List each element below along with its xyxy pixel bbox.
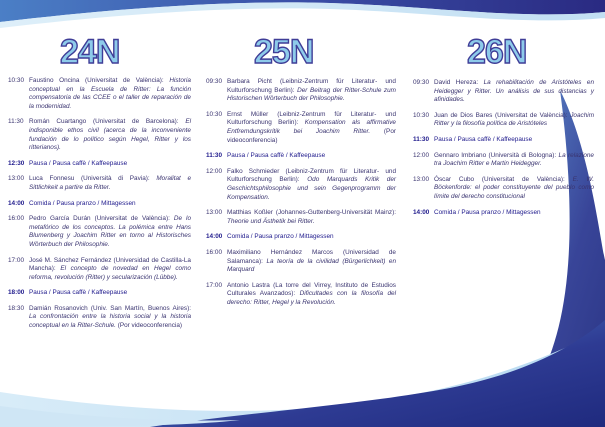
entry-title: De lo metafórico de los conceptos. La polémica entre Hans Blumenberg y Joachim Ritter en torno al Historisches Wörterbuch der Philosophie. [29,215,191,248]
entry-title: El indisponible ethos civil (acerca de la inconveniente fundación de lo político según Hegel, Ritter y los ritterianos). [29,118,192,152]
entry-author: Maximiliano Hernández Marcos (Universidad de Salamanca): [227,248,396,265]
list-item [8,215,191,249]
entry-note: (Por videoconferencia) [117,322,182,330]
list-item [413,152,594,169]
break-item [206,152,396,161]
entry-time: 11:30 [8,118,24,126]
entry-author: Román Cuartango (Universitat de Barcelona): [29,118,179,126]
break-label: Comida / Pausa pranzo / Mittagessen [29,199,136,207]
entry-time: 10:30 [413,111,429,119]
day-heading: 24N [60,33,120,71]
entry-title: Historia conceptual en la Escuela de Ritter: La función compensatoria de las CCEE o el taller de reparación de la modernidad. [29,77,191,110]
list-item [206,209,396,226]
entry-time: 09:30 [206,78,222,85]
entry-time: 12:30 [8,159,25,167]
list-item [8,77,191,111]
entry-title: La confrontación entre la historia social y la historia conceptual en la Ritter-Schule. [29,313,191,330]
list-item [8,257,191,283]
entry-time: 16:00 [8,215,24,223]
entry-title: La teoría de la civilidad (Bürgerlichkeit) en Marquard [227,257,397,274]
day-heading: 25N [254,33,314,71]
break-label: Pausa / Pausa caffè / Kaffeepause [227,152,326,160]
break-item [8,160,191,169]
entry-time: 17:00 [206,281,222,289]
entry-time: 13:00 [413,175,429,183]
break-item [8,200,191,209]
schedule-list [413,79,594,224]
entry-time: 18:00 [8,289,25,297]
entry-title: Dificultades con la filosofía del derecho: Ritter, Hegel y la Revolución. [227,290,397,306]
entry-title: Kompensation als affirmative Entfremdungskritik bei Joachim Ritter. [227,119,396,135]
entry-author: Matthias Koßler (Johannes-Guttenberg-Universität Mainz): [227,209,396,217]
entry-time: 18:30 [8,304,24,312]
day-heading: 26N [467,33,527,71]
entry-note: (Por videoconferencia) [227,127,396,144]
entry-author: Falko Schmieder (Leibniz-Zentrum für Literatur- und Kulturforschung Berlin): [227,167,396,184]
break-item [8,289,191,298]
list-item [413,176,594,202]
entry-time: 10:30 [206,110,222,118]
list-item [8,175,191,192]
entry-time: 11:30 [206,152,222,160]
entry-title: E. W. Böckenforde: el poder constituyente del pueblo como límite del derecho constitucional [434,175,594,200]
break-label: Pausa / Pausa caffè / Kaffeepause [434,135,533,143]
entry-time: 14:00 [8,199,25,207]
list-item [413,112,594,129]
entry-author: Juan de Dios Bares (Universitat de València): [434,111,568,119]
entry-author: Antonio Lastra (La torre del Virrey, Instituto de Estudios Culturales Avanzados): [227,281,396,298]
entry-author: Pedro García Durán (Universitat de València): [29,215,170,223]
entry-time: 12:00 [206,167,222,175]
entry-author: Damián Rosanovich (Univ. San Martín, Buenos Aires): [29,304,191,312]
entry-author: Barbara Picht (Leibniz-Zentrum für Literatur- und Kulturforschung Berlin): [227,78,396,94]
entry-time: 13:00 [206,209,222,217]
entry-time: 14:00 [413,208,430,216]
break-item [413,136,594,145]
entry-title: Moralitat e Sittlichkeit a partire da Ritter. [29,175,192,191]
entry-time: 17:00 [8,256,24,264]
list-item [206,249,396,275]
entry-title: Der Beitrag der Ritter-Schule zum Historischen Wörterbuch der Philosophie. [227,86,397,103]
list-item [206,111,396,145]
entry-time: 14:00 [206,233,223,241]
entry-author: David Hereza: [434,79,479,86]
list-item [206,282,396,308]
entry-author: Óscar Cubo (Universitat de València): [434,175,565,183]
entry-time: 16:00 [206,248,222,256]
break-label: Pausa / Pausa caffè / Kaffeepause [29,159,128,167]
entry-author: Luca Fonnesu (Università di Pavia): [29,175,150,183]
entry-title: Theorie und Ästhetik bei Ritter. [227,217,315,225]
list-item [413,79,594,105]
break-label: Comida / Pausa pranzo / Mittagessen [227,233,334,241]
entry-title: Odo Marquards Kritik der Geschichtsphilosophie und sein Gegenprogramm der Kompensation. [227,176,397,201]
entry-title: Joachim Ritter y la filosofía política de Aristóteles [434,111,595,128]
entry-time: 10:30 [8,77,24,84]
schedule-list [8,77,191,338]
entry-author: Ernst Müller (Leibniz-Zentrum für Literatur- und Kulturforschung Berlin): [227,110,396,127]
entry-author: José M. Sánchez Fernández (Universidad de Castilla-La Mancha): [29,256,191,273]
entry-title: La relazione tra Joachim Ritter e Martin Heidegger. [434,151,594,168]
list-item [206,168,396,202]
entry-title: La rehabilitación de Aristóteles en Heidegger y Ritter. Un análisis de sus distancias y afinidades. [434,79,594,104]
entry-author: Faustino Oncina (Universitat de València): [29,77,164,84]
break-label: Comida / Pausa pranzo / Mittagessen [434,208,541,216]
entry-time: 09:30 [413,79,429,86]
list-item [8,118,191,152]
entry-time: 13:00 [8,175,24,183]
break-label: Pausa / Pausa caffè / Kaffeepause [29,289,128,297]
entry-author: Gennaro Imbriano (Università di Bologna): [434,151,557,159]
list-item [8,305,191,331]
list-item [206,78,396,104]
schedule-list [206,78,396,314]
entry-title: El concepto de novedad en Hegel como reforma, revolución (Ritter) y secularización (Lübbe). [29,265,191,281]
entry-time: 11:30 [413,135,429,143]
break-item [206,233,396,242]
entry-time: 12:00 [413,151,429,159]
break-item [413,209,594,218]
